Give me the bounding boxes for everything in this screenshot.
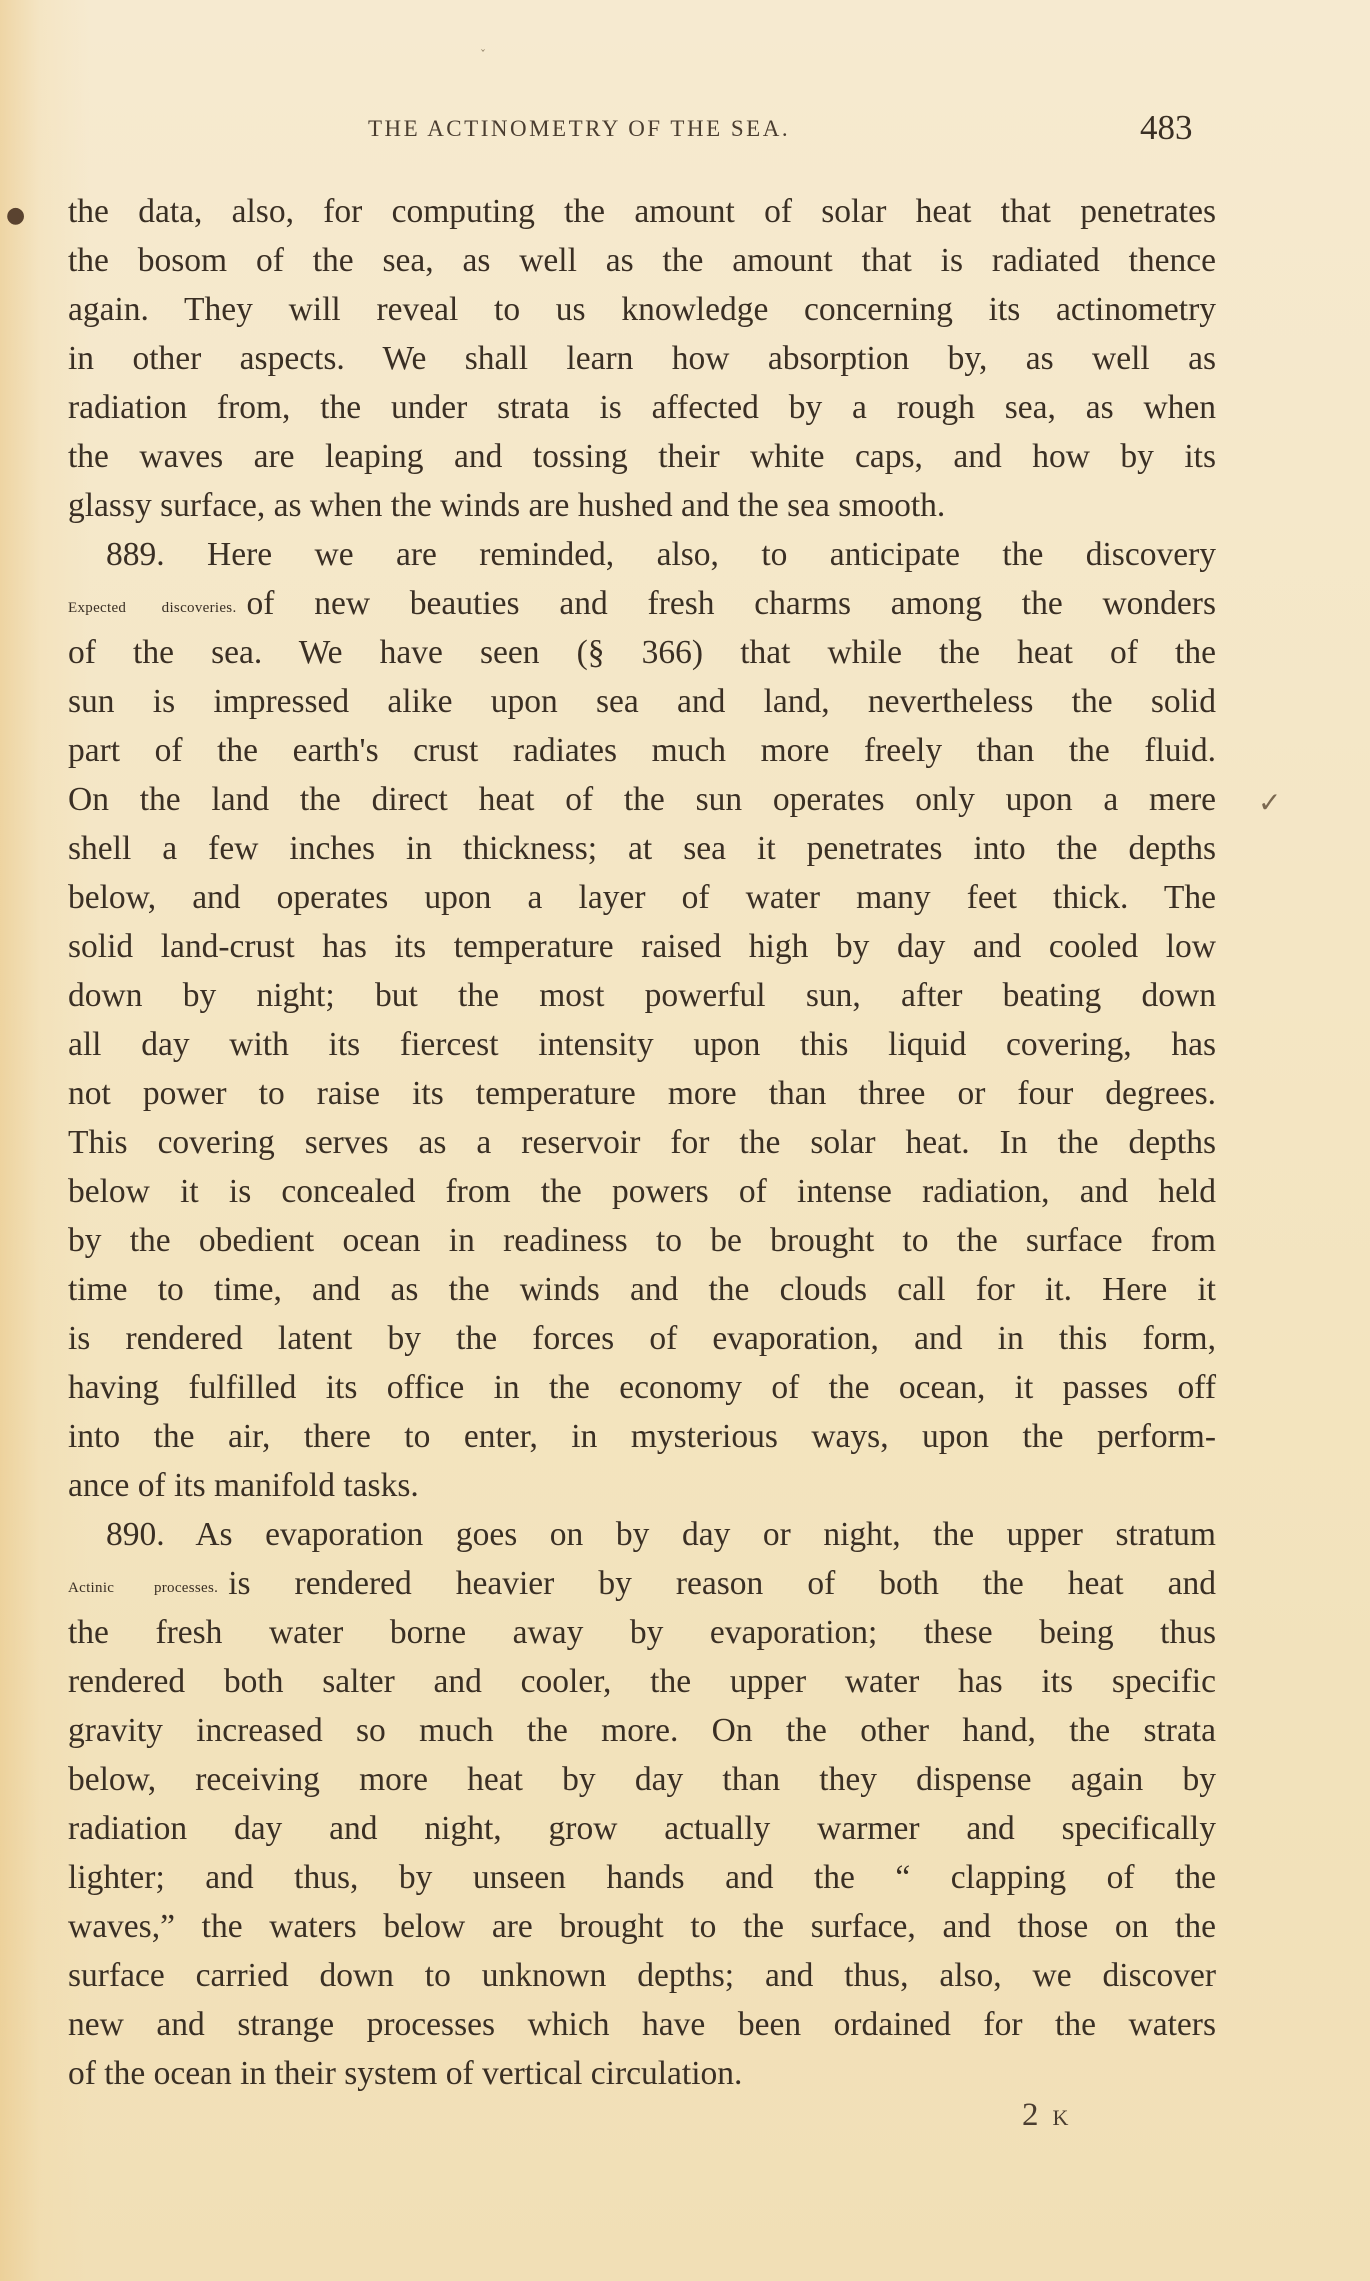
signature-mark [1022, 2097, 1072, 2134]
text-line: in other aspects. We shall learn how absorption by, as well as [68, 340, 1216, 377]
margin-bullet-mark: ● [6, 203, 26, 228]
text-line: of the ocean in their system of vertical circulation. [68, 2055, 743, 2092]
text-line: surface carried down to unknown depths; and thus, also, we discover [68, 1957, 1216, 1994]
text-line: not power to raise its temperature more than three or four degrees. [68, 1075, 1216, 1112]
text-line: waves,” the waters below are brought to the surface, and those on the [68, 1908, 1216, 1945]
text-line: having fulfilled its office in the economy of the ocean, it passes off [68, 1369, 1216, 1406]
text-line: below it is concealed from the powers of intense radiation, and held [68, 1173, 1216, 1210]
text-line: gravity increased so much the more. On the other hand, the strata [68, 1712, 1216, 1749]
text-line-with-sidenote [68, 1560, 1216, 1608]
text-line: radiation day and night, grow actually warmer and specifically [68, 1810, 1216, 1847]
text-line: all day with its fiercest intensity upon this liquid covering, has [68, 1026, 1216, 1063]
text-line: shell a few inches in thickness; at sea it penetrates into the depths [68, 830, 1216, 867]
running-head [0, 110, 1370, 150]
text-line: is rendered heavier by reason of both the heat and [228, 1565, 1216, 1602]
text-line: down by night; but the most powerful sun, after beating down [68, 977, 1216, 1014]
text-line: the fresh water borne away by evaporation; these being thus [68, 1614, 1216, 1651]
text-line: of new beauties and fresh charms among the wonders [246, 585, 1216, 622]
signature-number: 2 [1022, 2097, 1043, 2133]
section-889-first-line: 889. Here we are reminded, also, to anticipate the discovery [106, 536, 1216, 573]
section-890-first-line: 890. As evaporation goes on by day or night, the upper stratum [106, 1516, 1216, 1553]
signature-letter: K [1052, 2105, 1073, 2130]
text-line: lighter; and thus, by unseen hands and the “ clapping of the [68, 1859, 1216, 1896]
text-line: time to time, and as the winds and the clouds call for it. Here it [68, 1271, 1216, 1308]
text-line: part of the earth's crust radiates much more freely than the fluid. [68, 732, 1216, 769]
text-line: into the air, there to enter, in mysterious ways, upon the perform- [68, 1418, 1216, 1455]
text-line: This covering serves as a reservoir for the solar heat. In the depths [68, 1124, 1216, 1161]
text-line: below, and operates upon a layer of water many feet thick. The [68, 879, 1216, 916]
sidenote-actinic-processes: Actinic processes. [68, 1580, 219, 1596]
text-line: below, receiving more heat by day than they dispense again by [68, 1761, 1216, 1798]
margin-check-mark: ✓ [1258, 786, 1282, 819]
text-line: the data, also, for computing the amount of solar heat that penetrates [68, 193, 1216, 230]
text-line: On the land the direct heat of the sun operates only upon a mere [68, 781, 1216, 818]
text-line: ance of its manifold tasks. [68, 1467, 419, 1504]
text-line: again. They will reveal to us knowledge concerning its actinometry [68, 291, 1216, 328]
text-line: rendered both salter and cooler, the upper water has its specific [68, 1663, 1216, 1700]
text-line: the waves are leaping and tossing their white caps, and how by its [68, 438, 1216, 475]
text-line: glassy surface, as when the winds are hushed and the sea smooth. [68, 487, 946, 524]
text-line: the bosom of the sea, as well as the amount that is radiated thence [68, 242, 1216, 279]
text-line: radiation from, the under strata is affected by a rough sea, as when [68, 389, 1216, 426]
text-line: sun is impressed alike upon sea and land, nevertheless the solid [68, 683, 1216, 720]
sidenote-expected-discoveries: Expected discoveries. [68, 600, 237, 616]
text-line: is rendered latent by the forces of evaporation, and in this form, [68, 1320, 1216, 1357]
text-line: by the obedient ocean in readiness to be brought to the surface from [68, 1222, 1216, 1259]
page-number: 483 [1140, 108, 1193, 147]
text-line: of the sea. We have seen (§ 366) that while the heat of the [68, 634, 1216, 671]
text-line: solid land-crust has its temperature raised high by day and cooled low [68, 928, 1216, 965]
ink-speck: ˇ [480, 48, 486, 62]
running-title: THE ACTINOMETRY OF THE SEA. [368, 116, 791, 141]
text-line-with-sidenote [68, 580, 1216, 628]
text-line: new and strange processes which have been ordained for the waters [68, 2006, 1216, 2043]
